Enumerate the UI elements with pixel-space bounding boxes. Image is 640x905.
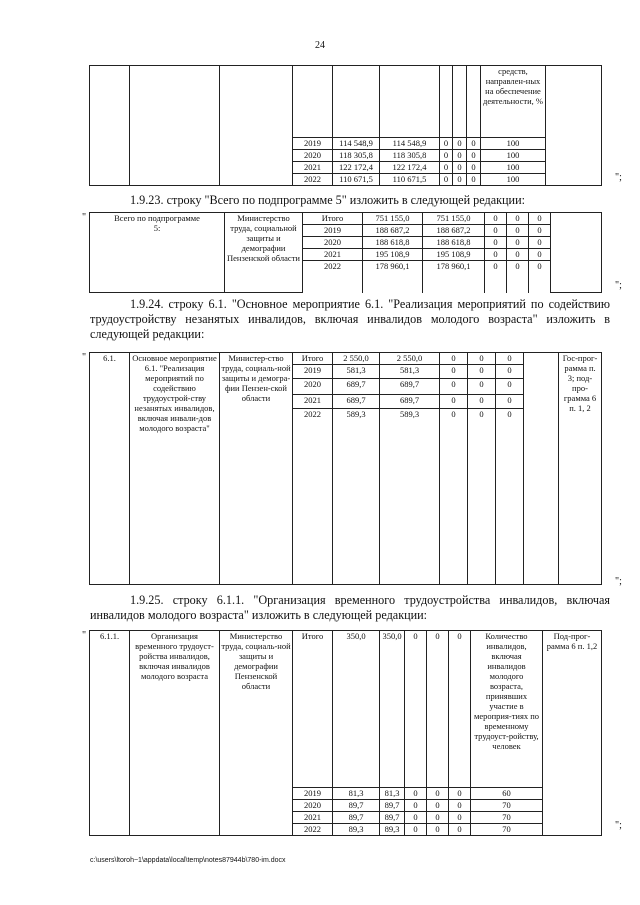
zero-cell: 0	[405, 800, 427, 812]
zero-cell: 0	[405, 824, 427, 836]
zero-cell: 0	[449, 788, 471, 800]
closing-quote: ";	[615, 820, 622, 831]
zero-cell: 0	[427, 631, 449, 788]
total-cell: 110 671,5	[333, 174, 380, 186]
zero-cell: 0	[440, 395, 468, 409]
cell-empty	[220, 66, 293, 186]
zero-cell: 0	[468, 353, 496, 365]
budget-cell: 689,7	[380, 395, 440, 409]
zero-cell: 0	[485, 213, 507, 225]
zero-cell: 0	[496, 353, 524, 365]
table-subprogram-5	[89, 212, 602, 293]
total-cell: 178 960,1	[363, 261, 423, 293]
opening-quote: "	[82, 630, 87, 641]
zero-cell: 0	[405, 631, 427, 788]
zero-cell: 0	[453, 174, 467, 186]
total-cell: 350,0	[333, 631, 380, 788]
cell-empty	[380, 421, 440, 585]
year-cell: 2020	[293, 150, 333, 162]
total-cell: 188 618,8	[363, 237, 423, 249]
executor-cell: Министер-ство труда, социаль-ной защиты и демогра-фии Пензен-ской области	[220, 353, 293, 585]
year-cell: 2020	[293, 379, 333, 395]
zero-cell: 0	[427, 800, 449, 812]
budget-cell: 689,7	[380, 379, 440, 395]
year-cell: 2022	[303, 261, 363, 293]
zero-cell: 0	[427, 788, 449, 800]
paragraph-1-9-24: 1.9.24. строку 6.1. "Основное мероприятие 6.1. "Реализация мероприятий по содействию трудоустройству незанятых инвалидов, включая инвалидов молодого возраста" изложить в следующей редакции:	[90, 297, 610, 341]
budget-cell: 122 172,4	[380, 162, 440, 174]
year-cell: 2022	[293, 824, 333, 836]
cell-empty	[333, 66, 380, 138]
zero-cell: 0	[449, 812, 471, 824]
zero-cell: 0	[467, 174, 481, 186]
zero-cell: 0	[529, 225, 551, 237]
budget-cell: 178 960,1	[423, 261, 485, 293]
budget-cell: 589,3	[380, 409, 440, 421]
total-cell: 89,7	[333, 812, 380, 824]
zero-cell: 0	[449, 631, 471, 788]
budget-cell: 89,3	[380, 824, 405, 836]
executor-cell: Министерство труда, социальной защиты и демографии Пензенской области	[225, 213, 303, 293]
zero-cell: 0	[496, 365, 524, 379]
budget-cell: 81,3	[380, 788, 405, 800]
total-cell: 195 108,9	[363, 249, 423, 261]
cell-empty	[440, 421, 468, 585]
zero-cell: 0	[440, 150, 453, 162]
total-cell: 118 305,8	[333, 150, 380, 162]
budget-cell: 89,7	[380, 812, 405, 824]
year-cell: 2021	[293, 162, 333, 174]
value-cell: 60	[471, 788, 543, 800]
year-cell: 2021	[293, 812, 333, 824]
value-cell: 100	[481, 174, 546, 186]
zero-cell: 0	[485, 225, 507, 237]
year-cell: 2020	[303, 237, 363, 249]
budget-cell: 118 305,8	[380, 150, 440, 162]
budget-cell: 581,3	[380, 365, 440, 379]
zero-cell: 0	[485, 261, 507, 293]
total-cell: 2 550,0	[333, 353, 380, 365]
zero-cell: 0	[485, 237, 507, 249]
total-cell: 89,7	[333, 800, 380, 812]
cell-empty	[90, 66, 130, 186]
zero-cell: 0	[440, 409, 468, 421]
year-cell: 2022	[293, 174, 333, 186]
program-link-cell: Под-прог-рамма 6 п. 1,2	[543, 631, 602, 836]
zero-cell: 0	[427, 812, 449, 824]
zero-cell: 0	[496, 409, 524, 421]
zero-cell: 0	[427, 824, 449, 836]
total-cell: 89,3	[333, 824, 380, 836]
zero-cell: 0	[440, 162, 453, 174]
zero-cell: 0	[468, 379, 496, 395]
zero-cell: 0	[485, 249, 507, 261]
zero-cell: 0	[468, 395, 496, 409]
table-row	[90, 353, 602, 365]
zero-cell: 0	[468, 365, 496, 379]
budget-cell: 751 155,0	[423, 213, 485, 225]
zero-cell: 0	[453, 138, 467, 150]
cell-empty	[453, 66, 467, 138]
table-6-1	[89, 352, 602, 585]
table-row	[90, 631, 602, 788]
zero-cell: 0	[405, 812, 427, 824]
year-cell: 2019	[293, 788, 333, 800]
cell-empty	[467, 66, 481, 138]
measure-name-cell: Основное мероприятие 6.1. "Реализация мероприятий по содействию трудоустрой-ству незанятых инвалидов, включая инвали-дов молодого возраста"	[130, 353, 220, 585]
year-cell: 2020	[293, 800, 333, 812]
total-cell: 689,7	[333, 395, 380, 409]
opening-quote: "	[82, 352, 87, 363]
year-cell: Итого	[293, 631, 333, 788]
cell-empty	[293, 66, 333, 138]
measure-name-cell: Организация временного трудоуст-ройства инвалидов, включая инвалидов молодого возраста	[130, 631, 220, 836]
cell-empty	[130, 66, 220, 186]
budget-cell: 89,7	[380, 800, 405, 812]
year-cell: 2019	[303, 225, 363, 237]
year-cell: Итого	[293, 353, 333, 365]
budget-cell: 110 671,5	[380, 174, 440, 186]
zero-cell: 0	[507, 225, 529, 237]
zero-cell: 0	[467, 162, 481, 174]
page-number: 24	[315, 40, 325, 51]
cell-empty	[380, 66, 440, 138]
indicator-cell: средств, направлен-ных на обеспечение деятельности, %	[481, 66, 546, 138]
zero-cell: 0	[507, 261, 529, 293]
num-cell: 6.1.1.	[90, 631, 130, 836]
paragraph-1-9-25: 1.9.25. строку 6.1.1. "Организация временного трудоустройства инвалидов, включая инвалидов молодого возраста" изложить в следующей редакции:	[90, 593, 610, 622]
zero-cell: 0	[449, 824, 471, 836]
value-cell: 70	[471, 812, 543, 824]
zero-cell: 0	[453, 162, 467, 174]
value-cell: 70	[471, 800, 543, 812]
num-cell: 6.1.	[90, 353, 130, 585]
total-cell: 689,7	[333, 379, 380, 395]
zero-cell: 0	[496, 395, 524, 409]
zero-cell: 0	[529, 249, 551, 261]
budget-cell: 195 108,9	[423, 249, 485, 261]
zero-cell: 0	[507, 237, 529, 249]
zero-cell: 0	[440, 174, 453, 186]
zero-cell: 0	[496, 379, 524, 395]
zero-cell: 0	[467, 150, 481, 162]
value-cell: 100	[481, 162, 546, 174]
total-cell: 589,3	[333, 409, 380, 421]
executor-cell: Министерство труда, социаль-ной защиты и демографии Пензенской области	[220, 631, 293, 836]
zero-cell: 0	[440, 138, 453, 150]
total-cell: 751 155,0	[363, 213, 423, 225]
zero-cell: 0	[507, 213, 529, 225]
zero-cell: 0	[453, 150, 467, 162]
cell-empty	[440, 66, 453, 138]
total-cell: 81,3	[333, 788, 380, 800]
table-row	[90, 213, 602, 225]
zero-cell: 0	[440, 353, 468, 365]
paragraph-1-9-23: 1.9.23. строку "Всего по подпрограмме 5" изложить в следующей редакции:	[130, 193, 525, 207]
zero-cell: 0	[468, 409, 496, 421]
total-cell: 188 687,2	[363, 225, 423, 237]
table-6-1-1	[89, 630, 602, 836]
zero-cell: 0	[529, 261, 551, 293]
cell-empty	[551, 213, 602, 293]
zero-cell: 0	[467, 138, 481, 150]
closing-quote: ";	[615, 576, 622, 587]
year-cell: 2021	[303, 249, 363, 261]
cell-empty	[468, 421, 496, 585]
table-continuation	[89, 65, 602, 186]
cell-empty	[293, 421, 333, 585]
total-cell: 114 548,9	[333, 138, 380, 150]
year-cell: 2019	[293, 365, 333, 379]
subprogram-name-cell: Всего по подпрограмме 5:	[90, 213, 225, 293]
zero-cell: 0	[405, 788, 427, 800]
document-path-footer: c:\users\ltoroh~1\appdata\local\temp\notes87944b\780-im.docx	[90, 857, 286, 864]
budget-cell: 188 618,8	[423, 237, 485, 249]
budget-cell: 2 550,0	[380, 353, 440, 365]
total-cell: 581,3	[333, 365, 380, 379]
zero-cell: 0	[529, 213, 551, 225]
value-cell: 70	[471, 824, 543, 836]
program-link-cell: Гос-прог-рамма п. 3; под-про-грамма 6 п. 1, 2	[559, 353, 602, 585]
year-cell: 2021	[293, 395, 333, 409]
closing-quote: ";	[615, 280, 622, 291]
year-cell: Итого	[303, 213, 363, 225]
cell-empty	[524, 353, 559, 585]
zero-cell: 0	[440, 379, 468, 395]
budget-cell: 350,0	[380, 631, 405, 788]
budget-cell: 188 687,2	[423, 225, 485, 237]
zero-cell: 0	[440, 365, 468, 379]
cell-empty	[333, 421, 380, 585]
zero-cell: 0	[449, 800, 471, 812]
cell-empty	[496, 421, 524, 585]
total-cell: 122 172,4	[333, 162, 380, 174]
closing-quote: ";	[615, 172, 622, 183]
year-cell: 2022	[293, 409, 333, 421]
cell-empty	[546, 66, 602, 186]
zero-cell: 0	[507, 249, 529, 261]
indicator-cell: Количество инвалидов, включая инвалидов молодого возраста, принявших участие в мероприя-тиях по временному трудоуст-ройству, человек	[471, 631, 543, 788]
zero-cell: 0	[529, 237, 551, 249]
value-cell: 100	[481, 138, 546, 150]
opening-quote: "	[82, 212, 87, 223]
value-cell: 100	[481, 150, 546, 162]
year-cell: 2019	[293, 138, 333, 150]
budget-cell: 114 548,9	[380, 138, 440, 150]
